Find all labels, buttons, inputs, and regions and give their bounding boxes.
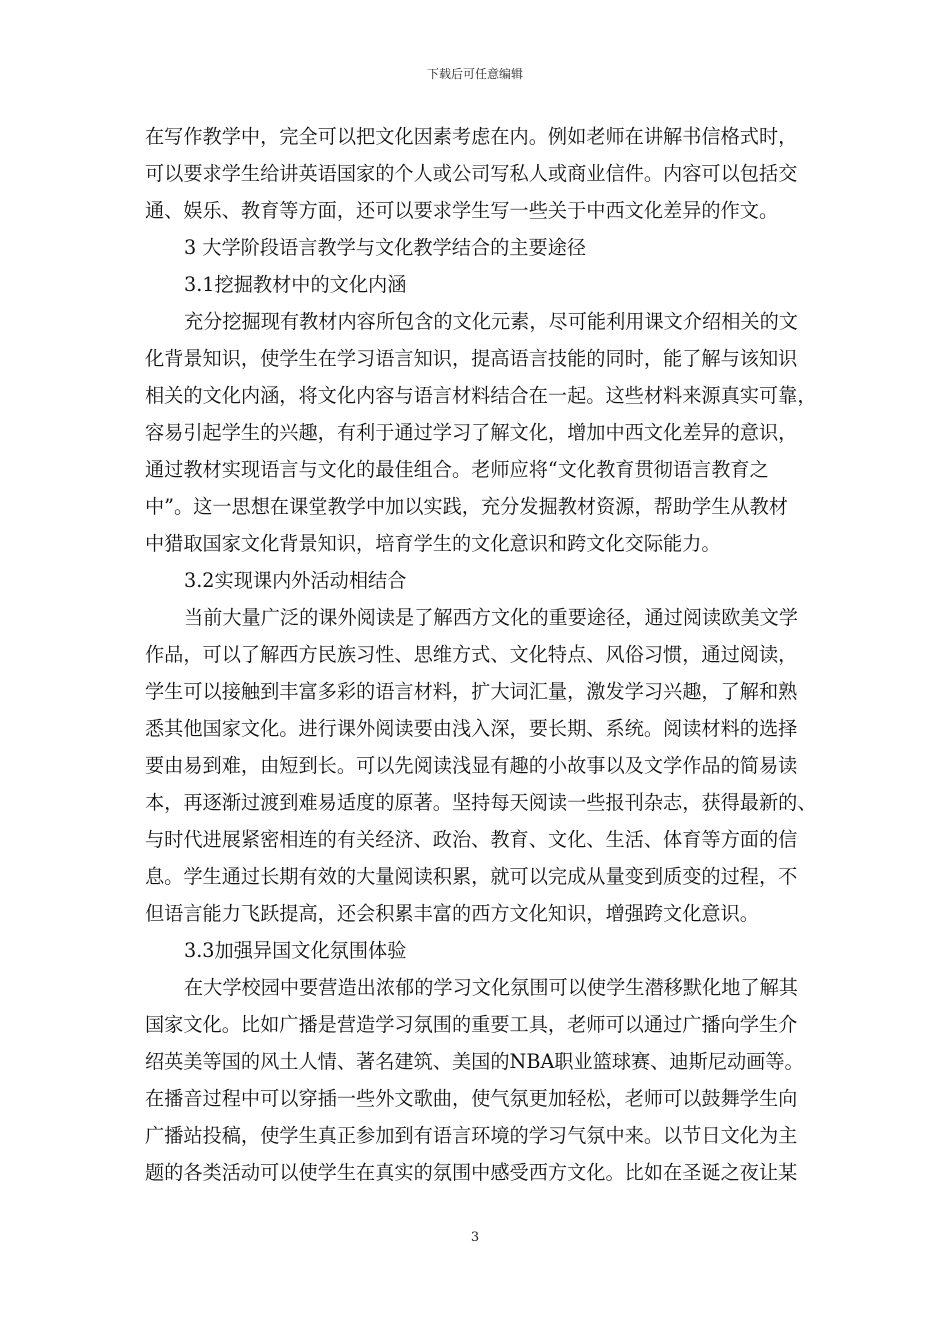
paragraph-line: 化背景知识，使学生在学习语言知识，提高语言技能的同时，能了解与该知识 (145, 347, 798, 370)
paragraph-line: 可以要求学生给讲英语国家的个人或公司写私人或商业信件。内容可以包括交 (145, 162, 798, 185)
paragraph-line: 本，再逐渐过渡到难易适度的原著。坚持每天阅读一些报刊杂志，获得最新的、 (145, 791, 817, 814)
paragraph-line: 作品，可以了解西方民族习性、思维方式、文化特点、风俗习惯，通过阅读， (145, 643, 798, 666)
section-heading: 3 大学阶段语言教学与文化教学结合的主要途径 (184, 236, 587, 259)
page-header: 下载后可任意编辑 (426, 67, 523, 81)
subsection-heading: 3.1挖掘教材中的文化内涵 (184, 273, 407, 296)
paragraph-line: 当前大量广泛的课外阅读是了解西方文化的重要途径，通过阅读欧美文学 (184, 606, 798, 629)
paragraph-line: 题的各类活动可以使学生在真实的氛围中感受西方文化。比如在圣诞之夜让某 (145, 1161, 798, 1184)
paragraph-line: 中”。这一思想在课堂教学中加以实践，充分发掘教材资源，帮助学生从教材 (145, 495, 788, 518)
paragraph-line: 与时代进展紧密相连的有关经济、政治、教育、文化、生活、体育等方面的信 (145, 828, 798, 851)
page-number: 3 (470, 1230, 480, 1245)
paragraph-line: 充分挖掘现有教材内容所包含的文化元素，尽可能利用课文介绍相关的文 (184, 310, 798, 333)
subsection-heading: 3.3加强异国文化氛围体验 (184, 939, 407, 962)
paragraph-line: 容易引起学生的兴趣，有利于通过学习了解文化，增加中西文化差异的意识， (145, 421, 798, 444)
paragraph-line: 通过教材实现语言与文化的最佳组合。老师应将“文化教育贯彻语言教育之 (145, 458, 769, 481)
paragraph-line: 通、娱乐、教育等方面，还可以要求学生写一些关于中西文化差异的作文。 (145, 199, 779, 222)
paragraph-line: 悉其他国家文化。进行课外阅读要由浅入深，要长期、系统。阅读材料的选择 (145, 717, 798, 740)
paragraph-line: 国家文化。比如广播是营造学习氛围的重要工具，老师可以通过广播向学生介 (145, 1013, 798, 1036)
paragraph-line: 学生可以接触到丰富多彩的语言材料，扩大词汇量，激发学习兴趣，了解和熟 (145, 680, 798, 703)
paragraph-line: 息。学生通过长期有效的大量阅读积累，就可以完成从量变到质变的过程，不 (145, 865, 798, 888)
paragraph-line: 绍英美等国的风土人情、著名建筑、美国的NBA职业篮球赛、迪斯尼动画等。 (145, 1050, 804, 1073)
paragraph-line: 但语言能力飞跃提高，还会积累丰富的西方文化知识，增强跨文化意识。 (145, 902, 759, 925)
paragraph-line: 相关的文化内涵，将文化内容与语言材料结合在一起。这些材料来源真实可靠， (145, 384, 817, 407)
subsection-heading: 3.2实现课内外活动相结合 (184, 569, 407, 592)
paragraph-line: 在写作教学中，完全可以把文化因素考虑在内。例如老师在讲解书信格式时， (145, 125, 798, 148)
paragraph-line: 要由易到难，由短到长。可以先阅读浅显有趣的小故事以及文学作品的简易读 (145, 754, 798, 777)
paragraph-line: 广播站投稿，使学生真正参加到有语言环境的学习气氛中来。以节日文化为主 (145, 1124, 798, 1147)
paragraph-line: 在播音过程中可以穿插一些外文歌曲，使气氛更加轻松，老师可以鼓舞学生向 (145, 1087, 798, 1110)
document-body (145, 118, 815, 1191)
paragraph-line: 中猎取国家文化背景知识，培育学生的文化意识和跨文化交际能力。 (145, 532, 721, 555)
paragraph-line: 在大学校园中要营造出浓郁的学习文化氛围可以使学生潜移默化地了解其 (184, 976, 798, 999)
